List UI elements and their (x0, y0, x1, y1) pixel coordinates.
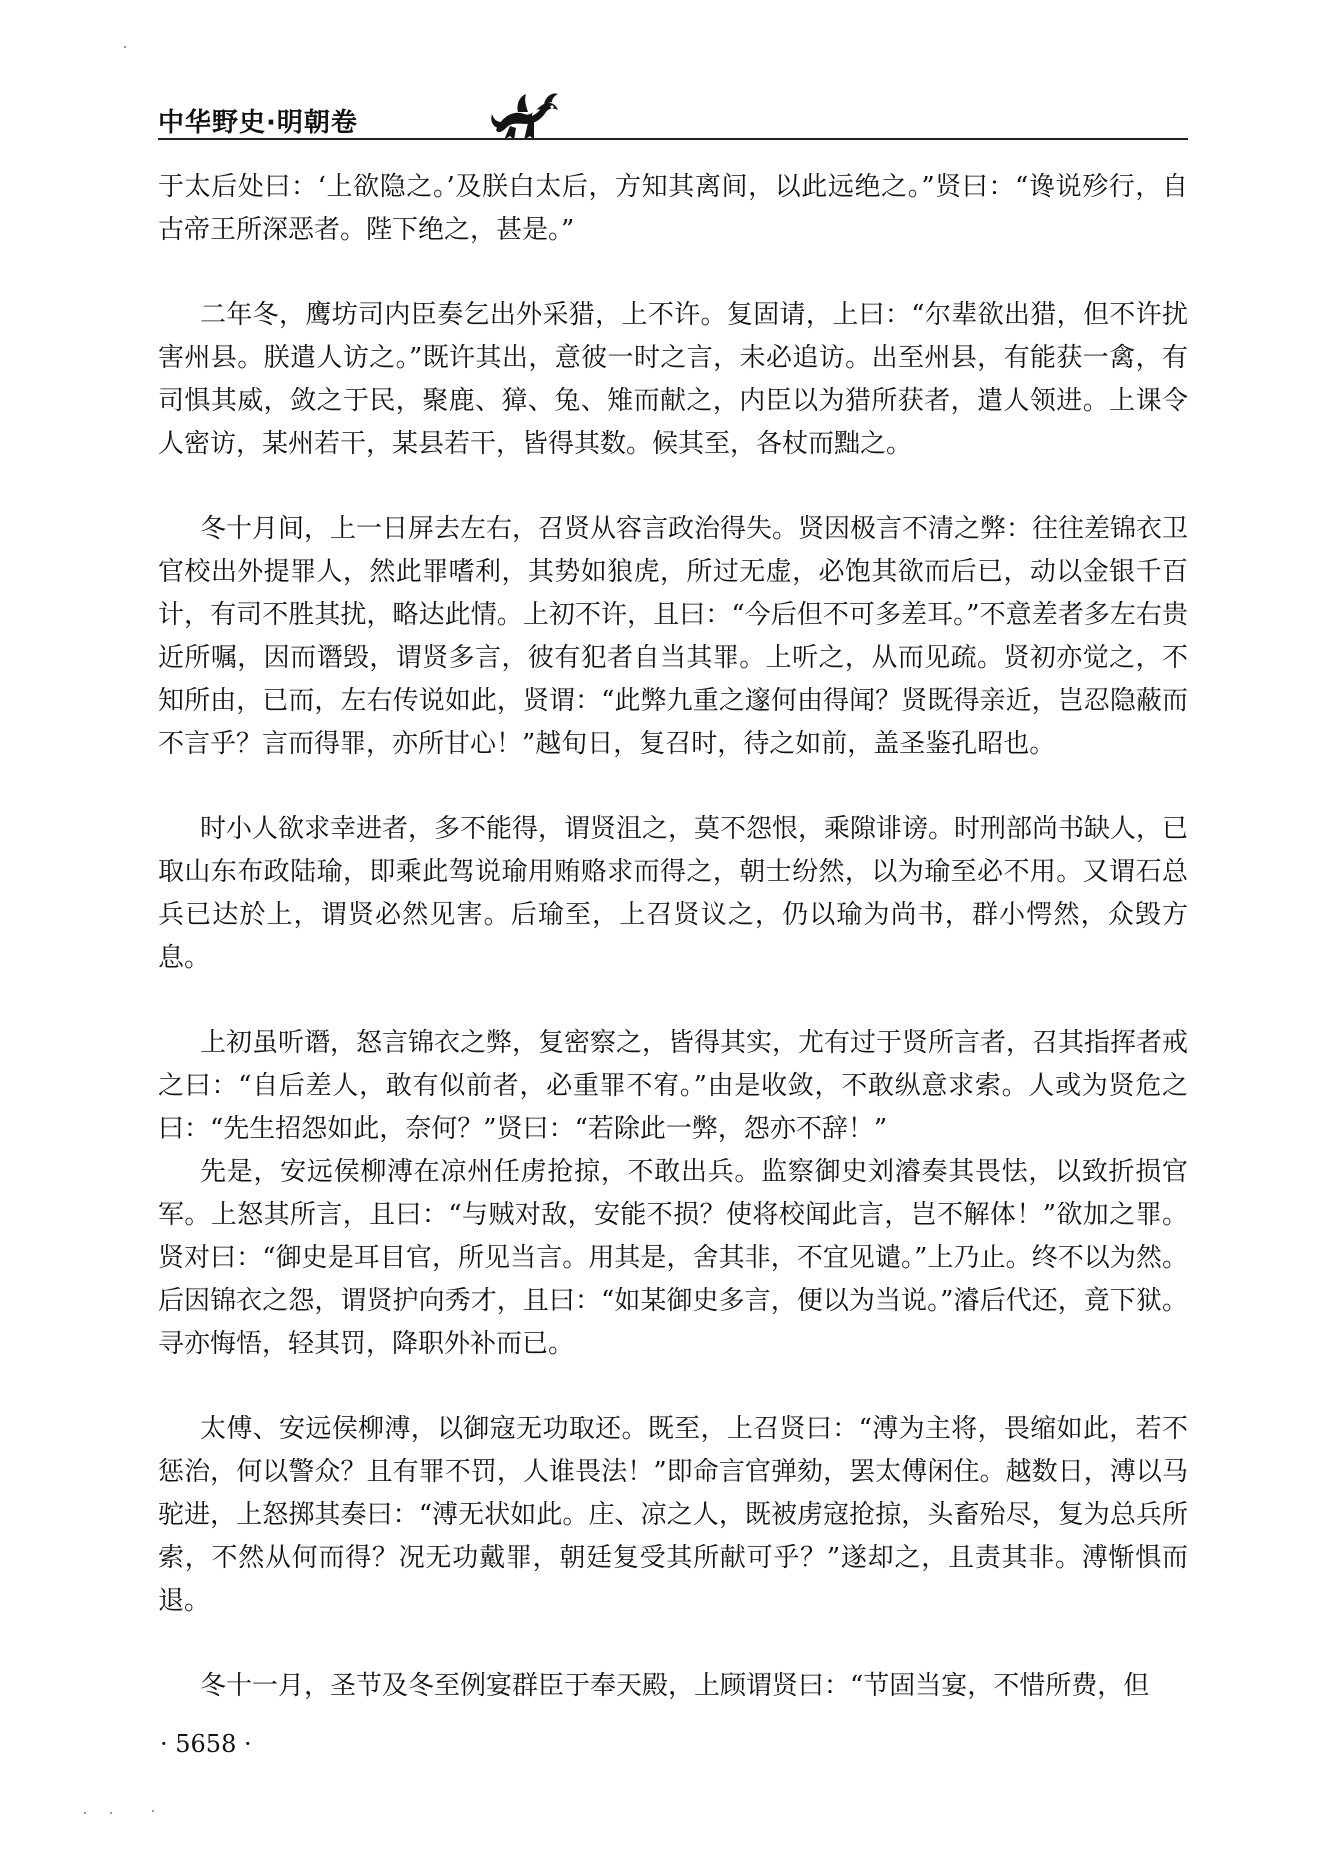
paragraph-3: 冬十月间，上一日屏去左右，召贤从容言政治得失。贤因极言不清之弊：往往差锦衣卫官校出外提罪人，然此罪嗜利，其势如狼虎，所过无虚，必饱其欲而后已，动以金银千百计，有司不胜其扰，略达此情。上初不许，且曰：“今后但不可多差耳。”不意差者多左右贵近所嘱，因而谮毁，谓贤多言，彼有犯者自当其罪。上听之，从而见疏。贤初亦觉之，不知所由，已而，左右传说如此，贤谓：“此弊九重之邃何由得闻？贤既得亲近，岂忍隐蔽而不言乎？言而得罪，亦所甘心！”越旬日，复召时，待之如前，盖圣鉴孔昭也。 (158, 514, 1189, 759)
scan-speck (124, 46, 126, 48)
page-number: · 5658 · (160, 1730, 252, 1758)
dragon-emblem-icon (488, 86, 564, 142)
paragraph-1: 于太后处曰：‘上欲隐之。’及朕白太后，方知其离间，以此远绝之。”贤曰：“谗说殄行，自古帝王所深恶者。陛下绝之，甚是。” (158, 172, 1188, 245)
paragraph-2: 二年冬，鹰坊司内臣奏乞出外采猎，上不许。复固请，上曰：“尔辈欲出猎，但不许扰害州县。朕遣人访之。”既许其出，意彼一时之言，未必追访。出至州县，有能获一禽，有司惧其威，敛之于民，聚鹿、獐、兔、雉而献之，内臣以为猎所获者，遣人领进。上课令人密访，某州若干，某县若干，皆得其数。候其至，各杖而黜之。 (158, 300, 1188, 459)
book-title: 中华野史·明朝卷 (158, 108, 358, 138)
scan-speck (84, 1812, 86, 1814)
paragraph-4: 时小人欲求幸进者，多不能得，谓贤沮之，莫不怨恨，乘隙诽谤。时刑部尚书缺人，已取山东布政陆瑜，即乘此驾说瑜用贿赂求而得之，朝士纷然，以为瑜至必不用。又谓石总兵已达於上，谓贤必然见害。后瑜至，上召贤议之，仍以瑜为尚书，群小愕然，众毁方息。 (158, 814, 1189, 973)
scan-speck (110, 1812, 112, 1814)
paragraph-5: 上初虽听谮，怒言锦衣之弊，复密察之，皆得其实，尤有过于贤所言者，召其指挥者戒之曰：“自后差人，敢有似前者，必重罪不宥。”由是收敛，不敢纵意求索。人或为贤危之曰：“先生招怨如此，奈何？”贤曰：“若除此一弊，怨亦不辞！” (158, 1028, 1189, 1144)
paragraph-7: 太傅、安远侯柳溥，以御寇无功取还。既至，上召贤曰：“溥为主将，畏缩如此，若不惩治，何以警众？且有罪不罚，人谁畏法！”即命言官弹劾，罢太傅闲住。越数日，溥以马驼进，上怒掷其奏曰：“溥无状如此。庄、凉之人，既被虏寇抢掠，头畜殆尽，复为总兵所索，不然从何而得？况无功戴罪，朝廷复受其所献可乎？”遂却之，且责其非。溥惭惧而退。 (158, 1414, 1188, 1616)
body-text (158, 166, 1188, 1708)
header-rule (158, 138, 1188, 140)
paragraph-8: 冬十一月，圣节及冬至例宴群臣于奉天殿，上顾谓贤曰：“节固当宴，不惜所费，但 (200, 1671, 1150, 1701)
running-header (158, 86, 1188, 146)
paragraph-6: 先是，安远侯柳溥在凉州任虏抢掠，不敢出兵。监察御史刘濬奏其畏怯，以致折损官军。上怒其所言，且曰：“与贼对敌，安能不损？使将校闻此言，岂不解体！”欲加之罪。贤对曰：“御史是耳目官，所见当言。用其是，舍其非，不宜见谴。”上乃止。终不以为然。后因锦衣之怨，谓贤护向秀才，且曰：“如某御史多言，便以为当说。”濬后代还，竟下狱。寻亦悔悟，轻其罚，降职外补而已。 (158, 1157, 1188, 1359)
scan-speck (152, 1810, 154, 1812)
